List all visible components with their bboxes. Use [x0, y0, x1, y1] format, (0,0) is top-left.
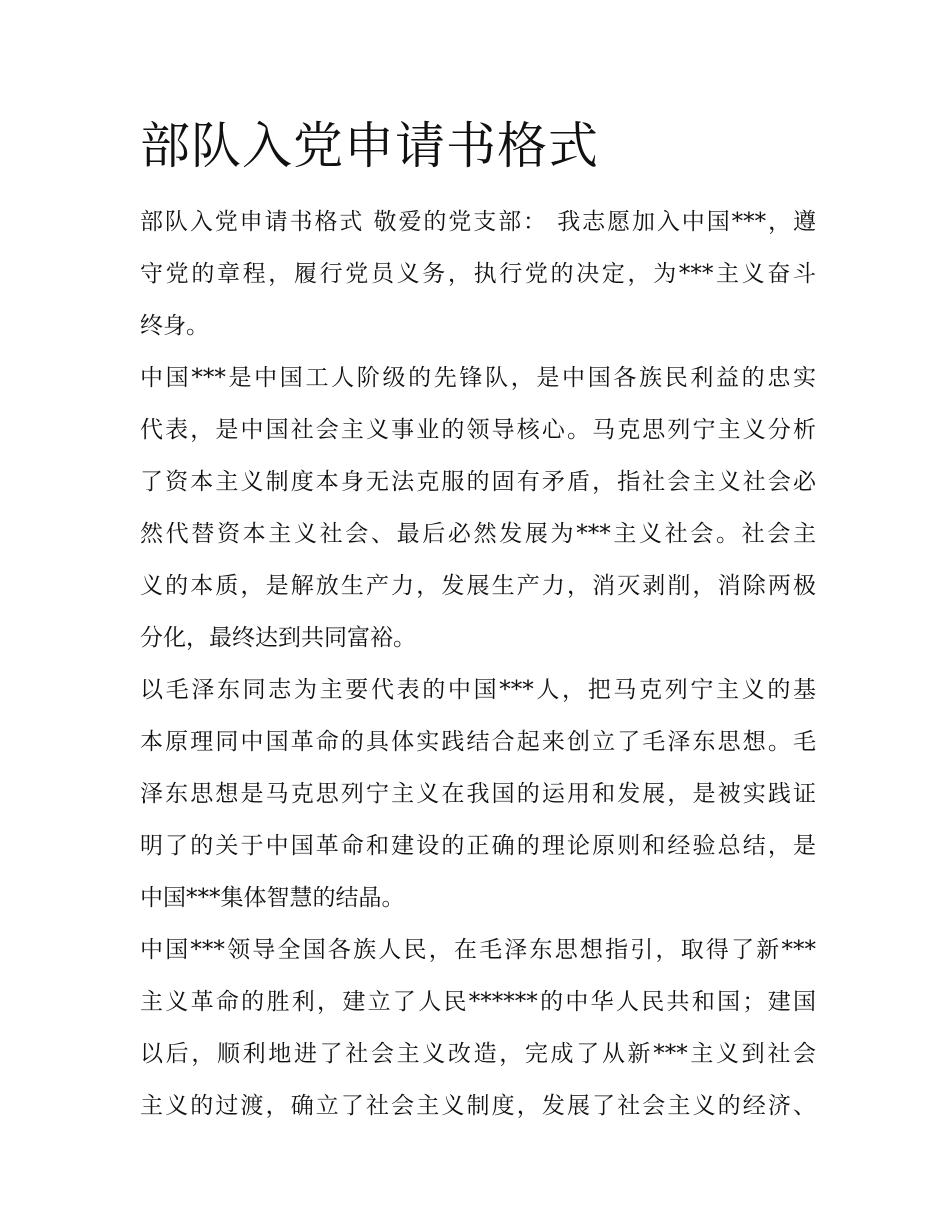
text-line: 义的本质，是解放生产力，发展生产力，消灭剥削，消除两极: [140, 573, 816, 599]
document-title: 部队入党申请书格式: [140, 117, 599, 175]
text-line: 本原理同中国革命的具体实践结合起来创立了毛泽东思想。毛: [140, 729, 816, 755]
text-line: 主义的过渡，确立了社会主义制度，发展了社会主义的经济、: [140, 1093, 816, 1119]
paragraph-2: [140, 352, 816, 664]
paragraph-3: [140, 664, 816, 924]
text-line: 明了的关于中国革命和建设的正确的理论原则和经验总结，是: [140, 833, 816, 859]
text-line: 然代替资本主义社会、最后必然发展为***主义社会。社会主: [140, 521, 816, 547]
paragraph-1: [140, 196, 816, 352]
text-line: 中国***集体智慧的结晶。: [140, 885, 405, 911]
text-line: 泽东思想是马克思列宁主义在我国的运用和发展，是被实践证: [140, 781, 816, 807]
paragraph-4: [140, 924, 816, 1132]
text-line: 守党的章程，履行党员义务，执行党的决定，为***主义奋斗: [140, 261, 816, 287]
text-line: 了资本主义制度本身无法克服的固有矛盾，指社会主义社会必: [140, 469, 816, 495]
text-line: 代表，是中国社会主义事业的领导核心。马克思列宁主义分析: [140, 417, 816, 443]
text-line: 主义革命的胜利，建立了人民******的中华人民共和国；建国: [140, 989, 816, 1015]
text-line: 部队入党申请书格式 敬爱的党支部： 我志愿加入中国***，遵: [140, 209, 816, 235]
text-line: 分化，最终达到共同富裕。: [140, 625, 416, 651]
text-line: 中国***是中国工人阶级的先锋队，是中国各族民利益的忠实: [140, 365, 816, 391]
text-line: 以毛泽东同志为主要代表的中国***人，把马克列宁主义的基: [140, 677, 816, 703]
text-line: 中国***领导全国各族人民，在毛泽东思想指引，取得了新***: [140, 937, 816, 963]
document-page: [140, 108, 816, 1132]
text-line: 以后，顺利地进了社会主义改造，完成了从新***主义到社会: [140, 1041, 816, 1067]
text-line: 终身。: [140, 313, 209, 339]
